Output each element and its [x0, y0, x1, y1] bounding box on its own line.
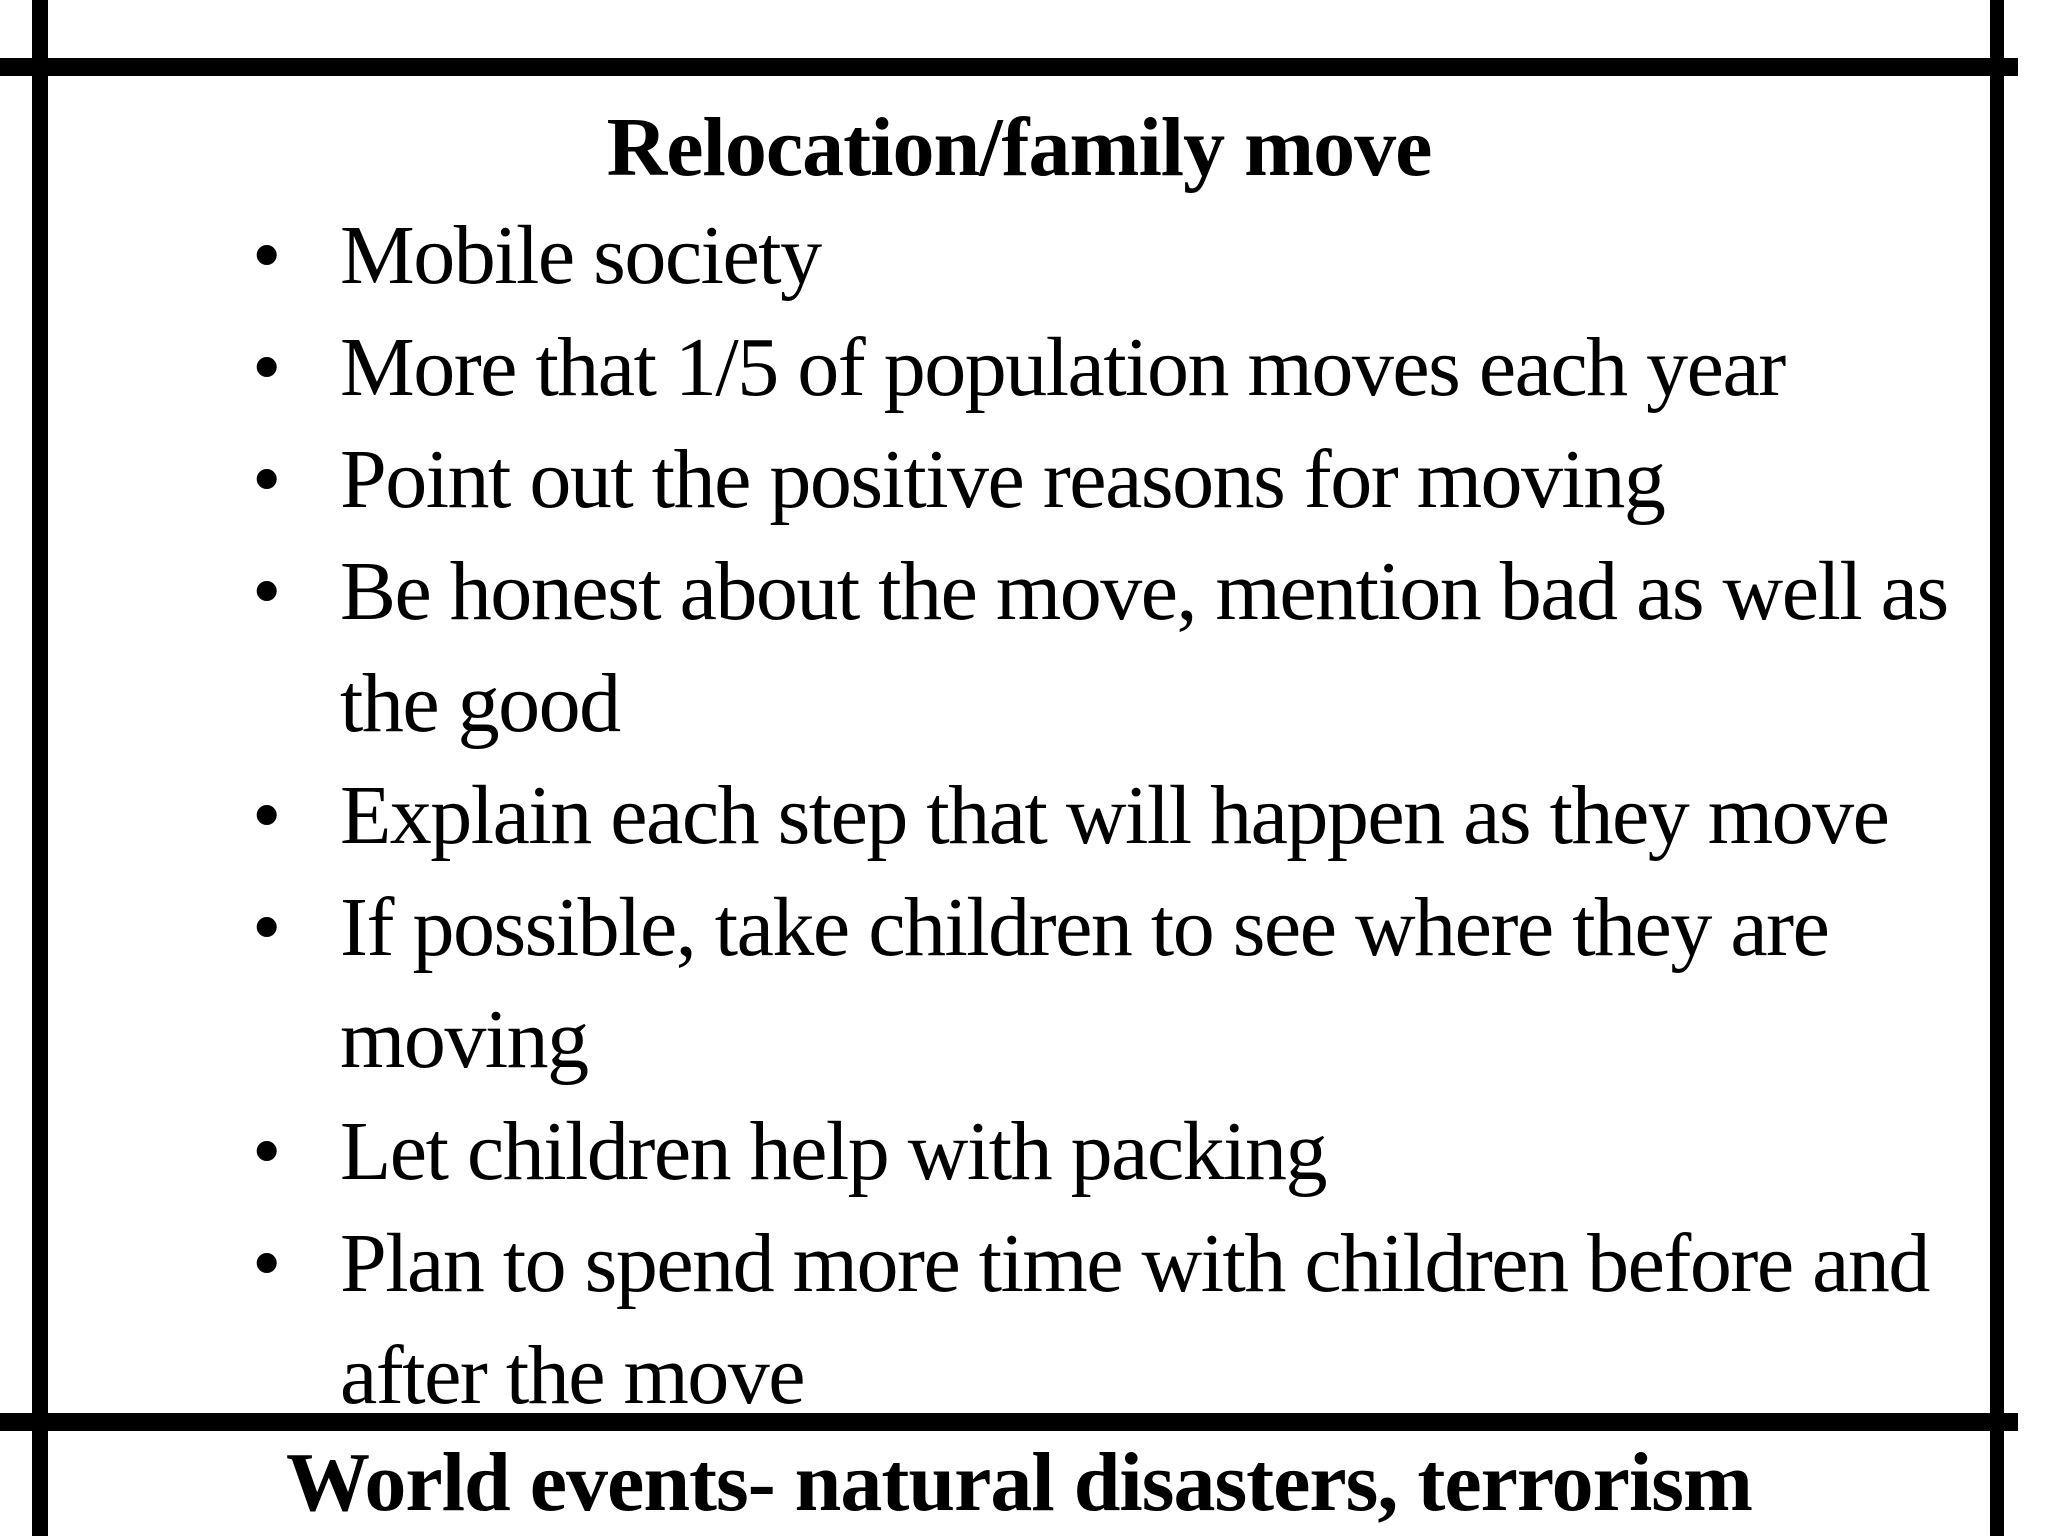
- list-item-text: Mobile society: [340, 209, 821, 302]
- list-item-text: Point out the positive reasons for moving: [340, 433, 1665, 526]
- bullet-icon: •: [252, 769, 280, 862]
- list-item: [48, 312, 1990, 424]
- list-item-text: Be honest about the move, mention bad as well as the good: [340, 545, 1948, 750]
- list-item: [48, 424, 1990, 536]
- list-item: [48, 760, 1990, 872]
- bullet-icon: •: [252, 321, 280, 414]
- list-item-text: If possible, take children to see where they are moving: [340, 881, 1829, 1086]
- bullet-icon: •: [252, 209, 280, 302]
- bullet-list: [48, 200, 1990, 1432]
- list-item: [48, 200, 1990, 312]
- list-item-text: Plan to spend more time with children before and after the move: [340, 1217, 1929, 1422]
- section-heading: World events- natural disasters, terrorism: [286, 1436, 1752, 1529]
- table-border-left: [32, 0, 48, 1536]
- bullet-icon: •: [252, 881, 280, 974]
- list-item: [48, 872, 1990, 1096]
- table-border-right: [1990, 0, 2004, 1536]
- bullet-icon: •: [252, 433, 280, 526]
- bullet-icon: •: [252, 545, 280, 638]
- table-row-divider-top: [0, 58, 2018, 76]
- list-item: [48, 1208, 1990, 1432]
- list-item-text: Let children help with packing: [340, 1105, 1327, 1198]
- table-cell-relocation: [48, 76, 1990, 1422]
- bullet-icon: •: [252, 1105, 280, 1198]
- list-item-text: More that 1/5 of population moves each year: [340, 321, 1785, 414]
- list-item: [48, 1096, 1990, 1208]
- section-heading: Relocation/family move: [606, 101, 1432, 194]
- bullet-icon: •: [252, 1217, 280, 1310]
- table-cell-world-events: [48, 1431, 1990, 1536]
- list-item: [48, 536, 1990, 760]
- list-item-text: Explain each step that will happen as they move: [340, 769, 1889, 862]
